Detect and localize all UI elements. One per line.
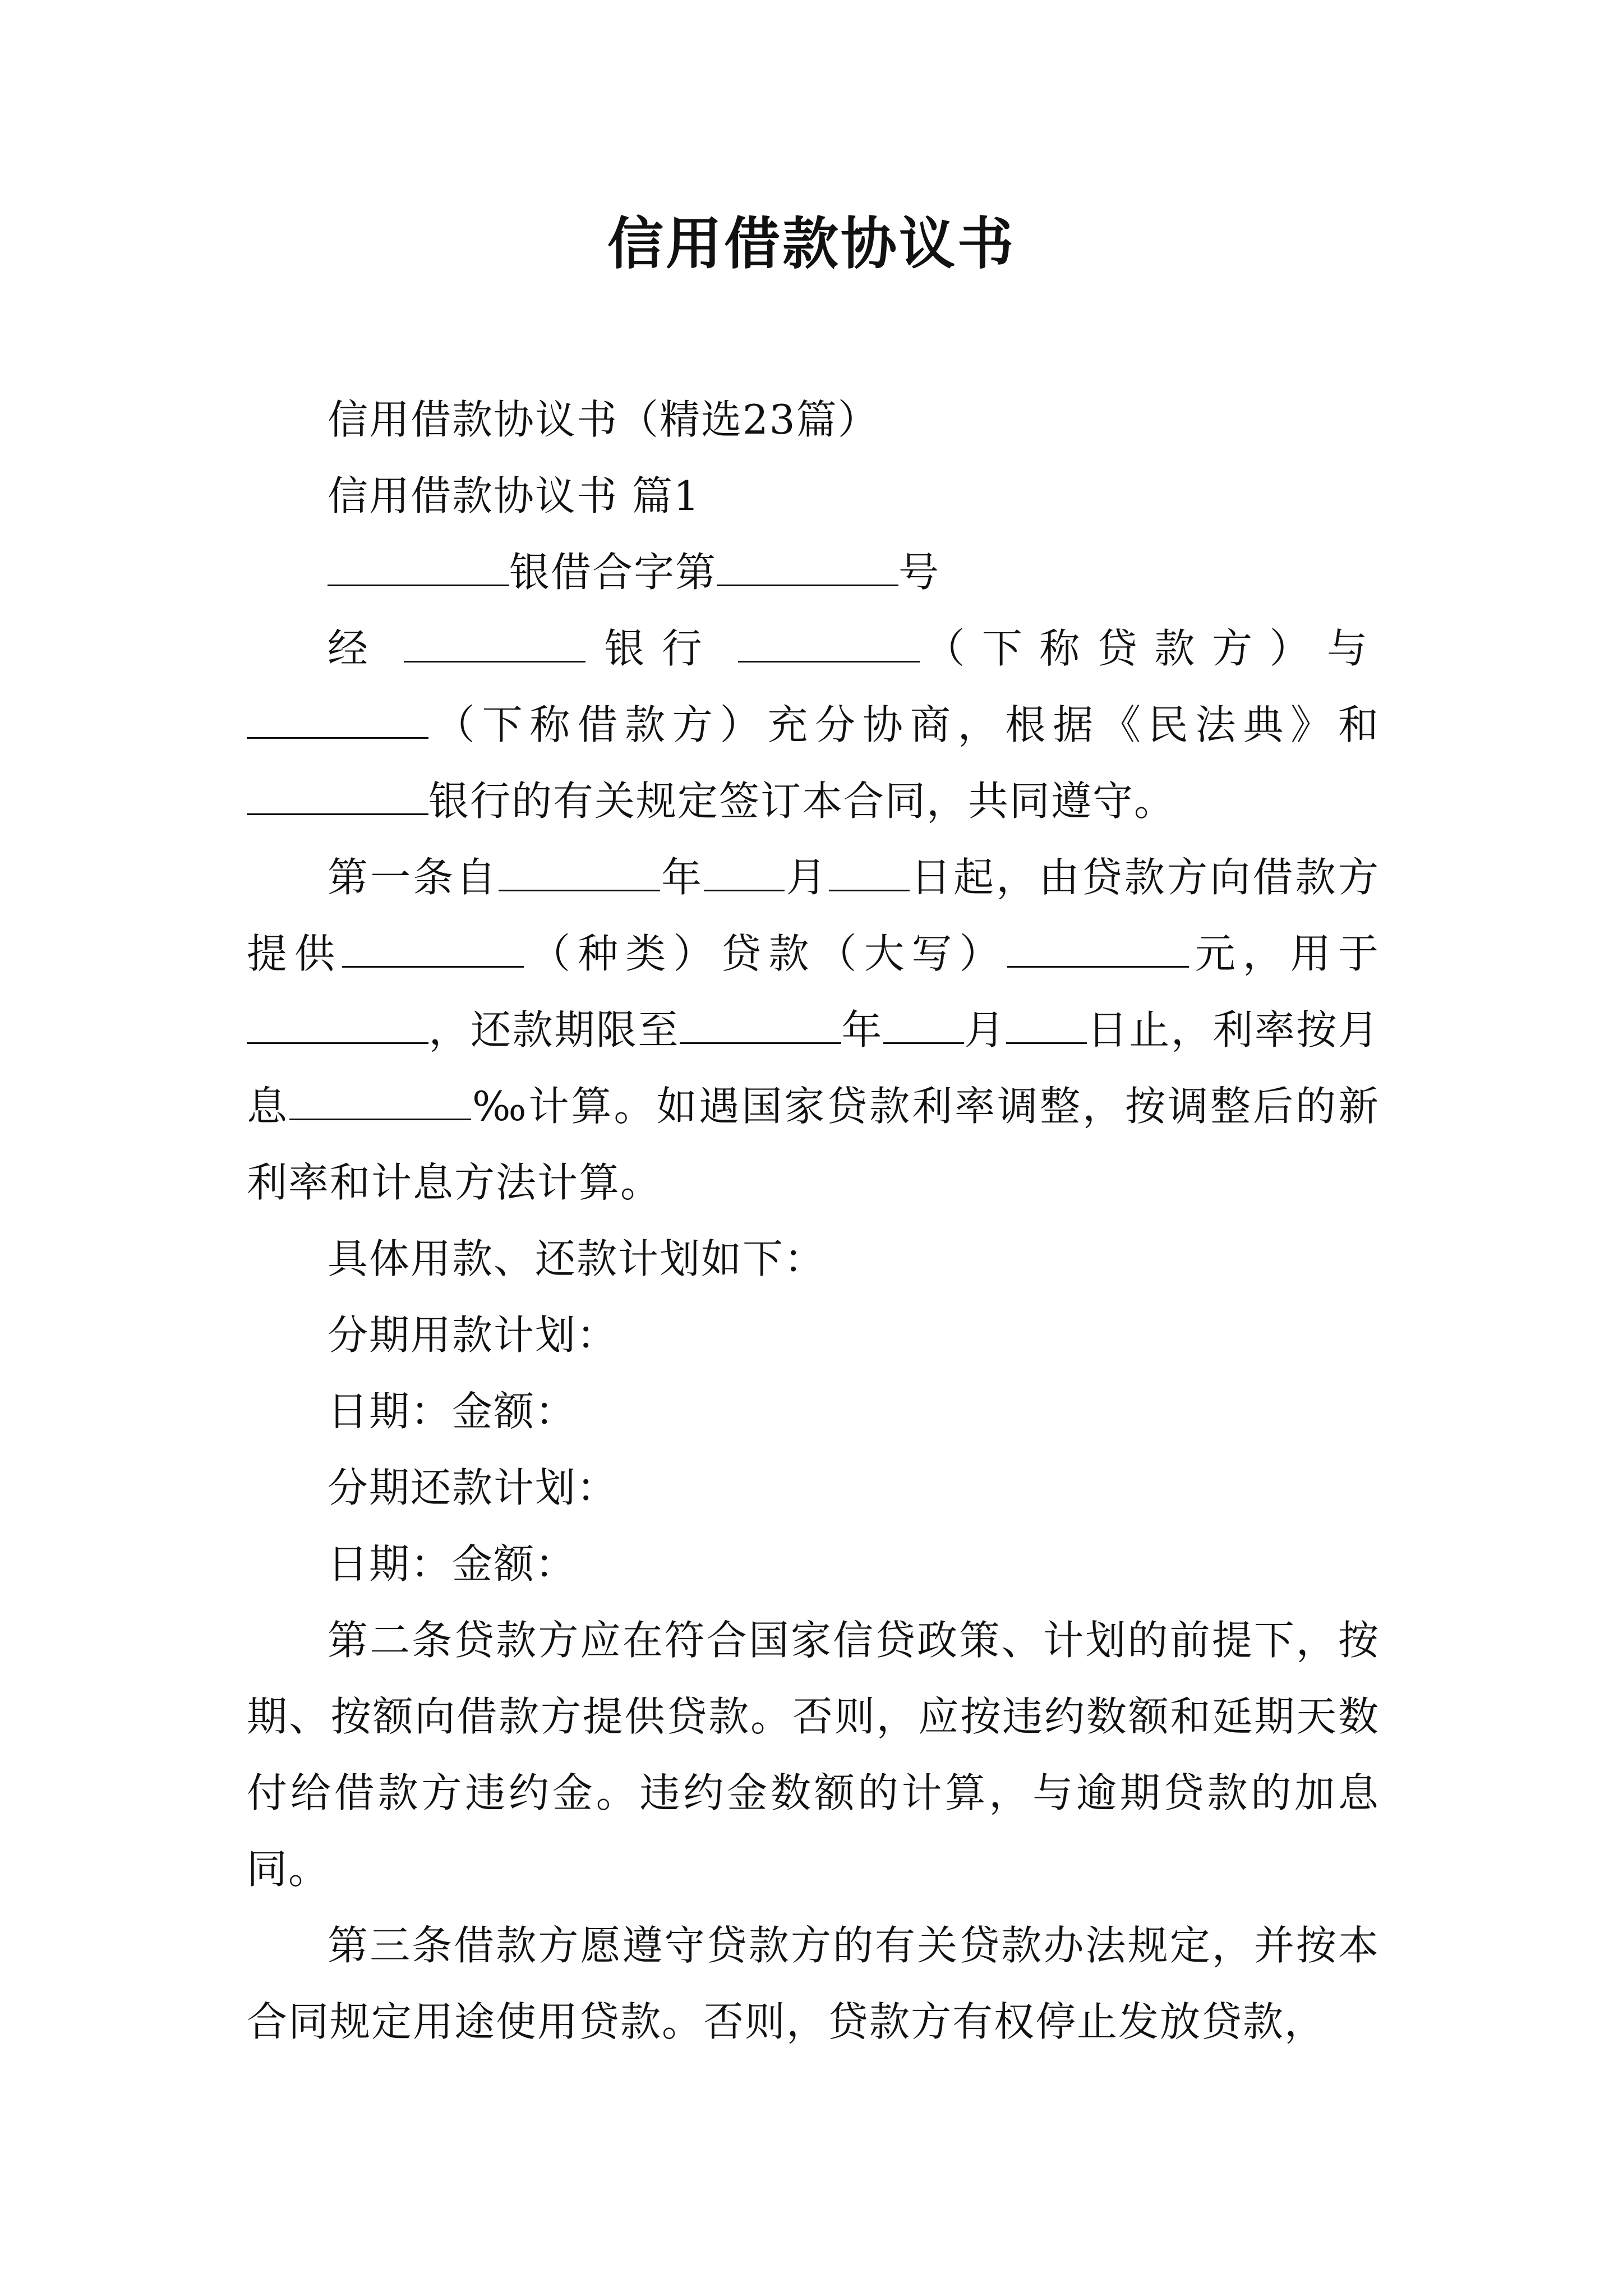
plan-intro: 具体用款、还款计划如下：	[328, 1235, 826, 1282]
blank-field	[404, 624, 585, 662]
repay-plan-date-amount: 日期：金额：	[328, 1540, 577, 1588]
blank-field	[289, 1082, 471, 1120]
use-plan-heading: 分期用款计划：	[328, 1312, 619, 1359]
blank-field	[1006, 1006, 1087, 1044]
blank-field	[247, 701, 428, 739]
article-2: 第二条贷款方应在符合国家信贷政策、计划的前提下，按期、按额向借款方提供贷款。否则，应按违约数额和延期天数付给借款方违约金。违约金数额的计算，与逾期贷款的加息同。	[247, 1617, 1380, 1893]
blank-field	[738, 624, 920, 662]
contract-number-line: 银借合字第 号	[247, 534, 1380, 610]
subtitle-line: 信用借款协议书（精选23篇）	[328, 396, 879, 443]
chapter-heading: 信用借款协议书 篇1	[328, 472, 700, 519]
blank-field	[247, 1006, 428, 1044]
blank-field	[499, 853, 660, 891]
blank-field	[829, 853, 910, 891]
use-plan-date-amount: 日期：金额：	[328, 1388, 577, 1435]
blank-field	[342, 930, 524, 968]
article-1: 第一条自 年 月 日起，由贷款方向借款方提供 （种类）贷款（大写） 元，用于，还款期限至 年 月 日止，利率按月息 ‰计算。如遇国家贷款利率调整，按调整后的新利率和计息方法计算。	[247, 854, 1380, 1206]
blank-field	[247, 777, 428, 815]
blank-field	[1007, 930, 1189, 968]
blank-field	[717, 548, 898, 586]
document-body	[247, 381, 1380, 2060]
blank-field	[328, 548, 509, 586]
blank-field	[680, 1006, 841, 1044]
repay-plan-heading: 分期还款计划：	[328, 1464, 619, 1511]
blank-field	[704, 853, 785, 891]
intro-paragraph: 经 银行 （下称贷款方）与（下称借款方）充分协商，根据《民法典》和银行的有关规定签订本合同，共同遵守。	[247, 610, 1380, 839]
blank-field	[883, 1006, 964, 1044]
document-title: 信用借款协议书	[607, 211, 1016, 277]
article-3: 第三条借款方愿遵守贷款方的有关贷款办法规定，并按本合同规定用途使用贷款。否则，贷款方有权停止发放贷款，	[247, 1922, 1380, 2045]
